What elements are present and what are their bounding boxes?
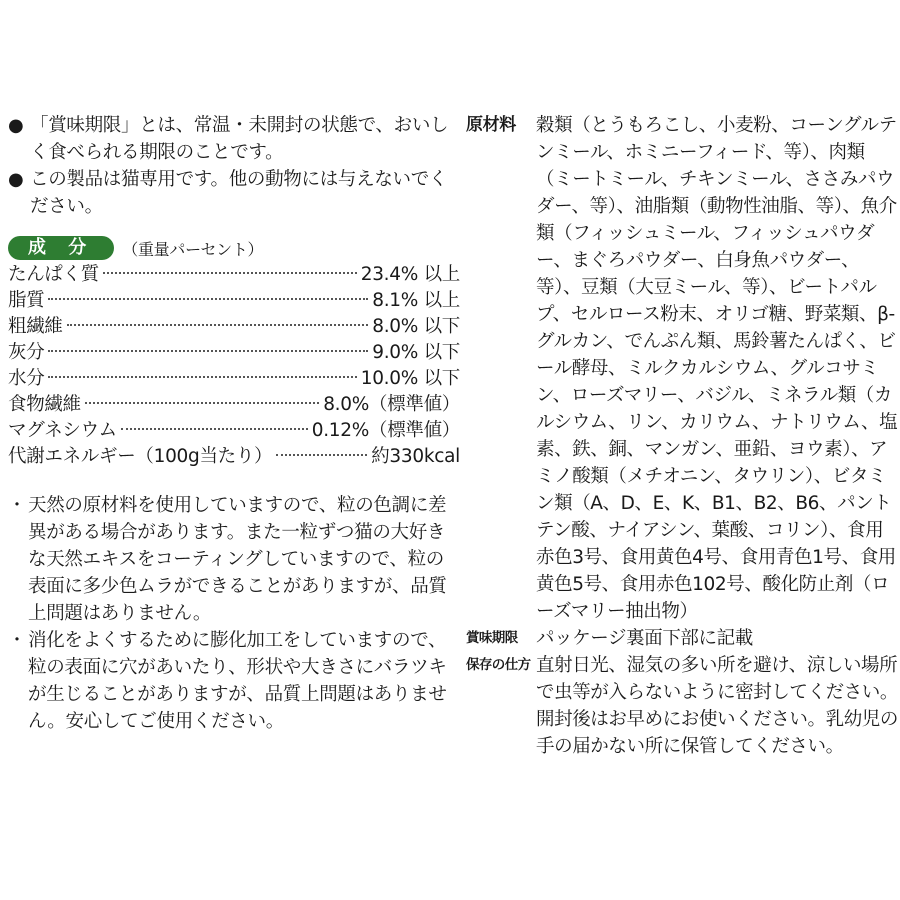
note-item: [8, 492, 460, 627]
storage-text: 直射日光、湿気の多い所を避け、涼しい場所で虫等が入らないように密封してください。開封後はお早めにお使いください。乳幼児の手の届かない所に保管してください。: [536, 655, 899, 757]
composition-row: [8, 262, 460, 288]
leader-dots: [103, 272, 357, 274]
nutrient-value: 8.1% 以上: [372, 290, 460, 311]
leader-dots: [67, 324, 369, 326]
composition-row: [8, 314, 460, 340]
composition-row: [8, 288, 460, 314]
leader-dots: [48, 376, 356, 378]
composition-row: [8, 392, 460, 418]
nutrient-value: 10.0% 以下: [360, 368, 460, 389]
nutrient-value: 約330kcal: [371, 446, 460, 467]
composition-row: [8, 444, 460, 470]
leader-dots: [48, 350, 368, 352]
storage-row: [466, 652, 898, 760]
leader-dots: [85, 402, 319, 404]
notice-item: [8, 112, 460, 166]
composition-row: [8, 366, 460, 392]
bullet-mark: ●: [8, 169, 24, 190]
bullet-mark: ●: [8, 115, 24, 136]
composition-row: [8, 340, 460, 366]
composition-note: （重量パーセント）: [122, 239, 264, 259]
best-before-text: パッケージ裏面下部に記載: [536, 628, 753, 649]
nutrient-name: 粗繊維: [8, 316, 63, 337]
notice-text: この製品は猫専用です。他の動物には与えないでください。: [30, 169, 448, 217]
best-before-label: 賞味期限: [466, 630, 518, 646]
ingredients-text: 穀類（とうもろこし、小麦粉、コーングルテンミール、ホミニーフィード、等）、肉類（ミートミール、チキンミール、ささみパウダー、等）、油脂類（動物性油脂、等）、魚介類（フィッシュミール、フィッシュパウダー、まぐろパウダー、白身魚パウダー、等）、豆類（大豆ミール、等）、ビートパルプ、セルロース粉末、オリゴ糖、野菜類、β-グルカン、でんぷん類、馬鈴薯たんぱく、ビール酵母、ミルクカルシウム、グルコサミン、ローズマリー、バジル、ミネラル類（カルシウム、リン、カリウム、ナトリウム、塩素、鉄、銅、マンガン、亜鉛、ヨウ素）、アミノ酸類（メチオニン、タウリン）、ビタミン類（A、D、E、K、B1、B2、B6、パントテン酸、ナイアシン、葉酸、コリン）、食用赤色3号、食用黄色4号、食用青色1号、食用黄色5号、食用赤色102号、酸化防止剤（ローズマリー抽出物）: [536, 115, 898, 622]
nutrient-value: 23.4% 以上: [360, 264, 460, 285]
notice-text: 「賞味期限」とは、常温・未開封の状態で、おいしく食べられる期限のことです。: [30, 115, 449, 163]
nutrient-name: 食物繊維: [8, 394, 81, 415]
storage-label: 保存の仕方: [466, 657, 531, 673]
note-item: [8, 627, 460, 735]
right-column: [466, 112, 898, 760]
bullet-mark: ・: [8, 630, 26, 651]
composition-header: [8, 236, 460, 260]
notice-item: [8, 166, 460, 220]
nutrient-name: 脂質: [8, 290, 45, 311]
nutrient-name: 灰分: [8, 342, 45, 363]
notice-list: [8, 112, 460, 220]
leader-dots: [121, 428, 308, 430]
ingredients-row: [466, 112, 898, 625]
leader-dots: [48, 298, 368, 300]
nutrient-name: たんぱく質: [8, 264, 100, 285]
nutrient-name: マグネシウム: [8, 420, 117, 441]
leader-dots: [276, 454, 367, 456]
nutrient-value: 8.0% 以下: [372, 316, 460, 337]
composition-table: [8, 262, 460, 470]
nutrient-value: 0.12%（標準値）: [311, 420, 460, 441]
nutrient-value: 8.0%（標準値）: [323, 394, 460, 415]
bullet-mark: ・: [8, 495, 26, 516]
composition-row: [8, 418, 460, 444]
left-column: [8, 112, 460, 735]
note-text: 天然の原材料を使用していますので、粒の色調に差異がある場合があります。また一粒ずつ猫の大好きな天然エキスをコーティングしていますので、粒の表面に多少色ムラができることがありますが、品質上問題はありません。: [28, 495, 447, 624]
ingredients-label: 原材料: [466, 115, 516, 135]
nutrient-name: 水分: [8, 368, 45, 389]
composition-badge: 成 分: [8, 236, 114, 260]
best-before-row: [466, 625, 898, 652]
nutrient-name: 代謝エネルギー（100g当たり）: [8, 446, 273, 467]
product-notes: [8, 492, 460, 735]
nutrient-value: 9.0% 以下: [372, 342, 460, 363]
note-text: 消化をよくするために膨化加工をしていますので、粒の表面に穴があいたり、形状や大きさにバラツキが生じることがありますが、品質上問題はありません。安心してご使用ください。: [28, 630, 447, 732]
